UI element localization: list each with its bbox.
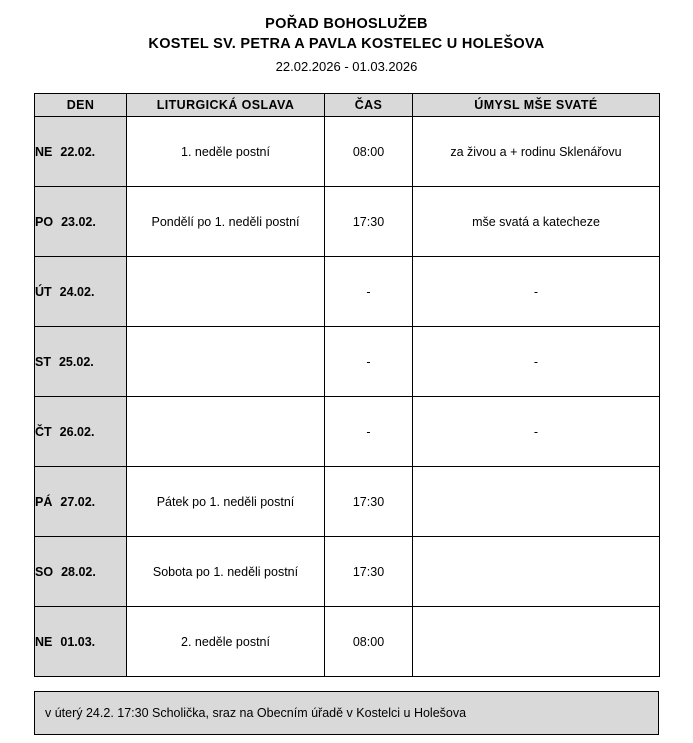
- cell-time: -: [325, 327, 413, 397]
- day-date: 01.03.: [60, 634, 96, 649]
- cell-time: 08:00: [325, 117, 413, 187]
- day-abbr: ČT: [35, 424, 52, 439]
- cell-time: 17:30: [325, 537, 413, 607]
- cell-intention: [413, 607, 660, 677]
- cell-day: [35, 187, 127, 257]
- cell-intention: [413, 467, 660, 537]
- day-date: 23.02.: [61, 214, 96, 229]
- table-row: [35, 467, 660, 537]
- day-date: 28.02.: [61, 564, 96, 579]
- cell-intention: [413, 537, 660, 607]
- cell-day: [35, 537, 127, 607]
- day-date: 24.02.: [59, 284, 95, 299]
- column-header-time: ČAS: [325, 94, 413, 117]
- column-header-intention: ÚMYSL MŠE SVATÉ: [413, 94, 660, 117]
- cell-intention: -: [413, 327, 660, 397]
- schedule-table-head: [35, 94, 660, 117]
- cell-liturgy: Sobota po 1. neděli postní: [127, 537, 325, 607]
- day-abbr: ÚT: [35, 284, 52, 299]
- cell-day: [35, 397, 127, 467]
- day-date: 26.02.: [59, 424, 95, 439]
- day-abbr: PÁ: [35, 494, 53, 509]
- cell-time: -: [325, 257, 413, 327]
- table-row: [35, 607, 660, 677]
- cell-day: [35, 467, 127, 537]
- cell-intention: -: [413, 397, 660, 467]
- cell-liturgy: [127, 257, 325, 327]
- day-abbr: NE: [35, 634, 53, 649]
- table-row: [35, 257, 660, 327]
- document-date-range: 22.02.2026 - 01.03.2026: [275, 59, 418, 74]
- schedule-table-wrapper: [34, 93, 659, 677]
- cell-time: -: [325, 397, 413, 467]
- cell-liturgy: Pondělí po 1. neděli postní: [127, 187, 325, 257]
- cell-intention: za živou a + rodinu Sklenářovu: [413, 117, 660, 187]
- footer-note-box: [34, 691, 659, 735]
- cell-time: 17:30: [325, 467, 413, 537]
- table-row: [35, 187, 660, 257]
- cell-time: 08:00: [325, 607, 413, 677]
- day-abbr: NE: [35, 144, 53, 159]
- document-header: [0, 0, 693, 77]
- day-abbr: PO: [35, 214, 54, 229]
- document-title: POŘAD BOHOSLUŽEB: [265, 16, 428, 32]
- table-row: [35, 327, 660, 397]
- cell-day: [35, 607, 127, 677]
- column-header-day: DEN: [35, 94, 127, 117]
- cell-intention: -: [413, 257, 660, 327]
- day-abbr: ST: [35, 354, 51, 369]
- schedule-table: [34, 93, 660, 677]
- day-date: 27.02.: [60, 494, 96, 509]
- cell-liturgy: 2. neděle postní: [127, 607, 325, 677]
- column-header-liturgy: LITURGICKÁ OSLAVA: [127, 94, 325, 117]
- cell-liturgy: 1. neděle postní: [127, 117, 325, 187]
- cell-liturgy: [127, 397, 325, 467]
- schedule-table-body: [35, 117, 660, 677]
- table-header-row: [35, 94, 660, 117]
- day-date: 22.02.: [60, 144, 96, 159]
- table-row: [35, 537, 660, 607]
- table-row: [35, 397, 660, 467]
- cell-time: 17:30: [325, 187, 413, 257]
- cell-liturgy: Pátek po 1. neděli postní: [127, 467, 325, 537]
- day-date: 25.02.: [58, 354, 94, 369]
- cell-liturgy: [127, 327, 325, 397]
- day-abbr: SO: [35, 564, 54, 579]
- cell-day: [35, 257, 127, 327]
- cell-day: [35, 327, 127, 397]
- table-row: [35, 117, 660, 187]
- cell-intention: mše svatá a katecheze: [413, 187, 660, 257]
- document-subtitle-church: KOSTEL SV. PETRA A PAVLA KOSTELEC U HOLEŠOVA: [148, 36, 545, 52]
- cell-day: [35, 117, 127, 187]
- footer-note-text: v úterý 24.2. 17:30 Scholička, sraz na Obecním úřadě v Kostelci u Holešova: [45, 706, 467, 720]
